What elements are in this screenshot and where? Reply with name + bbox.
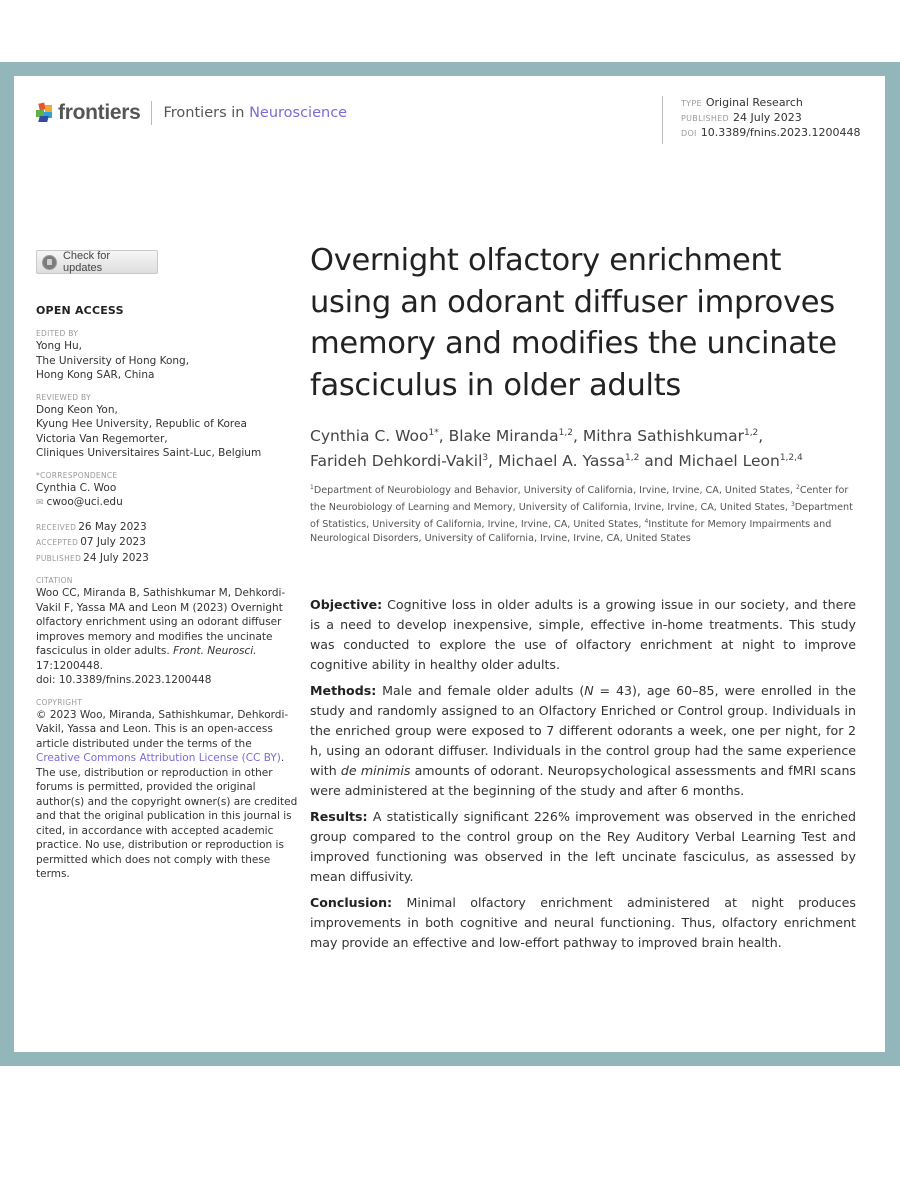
cc-by-license-link[interactable]: Creative Commons Attribution License (CC BY) — [36, 752, 281, 764]
journal-name[interactable] — [163, 105, 347, 121]
abstract-methods — [310, 681, 856, 801]
reviewer-affiliation: Kyung Hee University, Republic of Korea — [36, 418, 247, 430]
author-name: Mithra Sathishkumar — [582, 427, 744, 446]
citation-volume: 17:1200448. — [36, 659, 103, 672]
author-name: Cynthia C. Woo — [310, 427, 429, 446]
date-key: RECEIVED — [36, 522, 77, 532]
affiliation-sup: 4 — [644, 517, 649, 525]
article-page — [14, 76, 885, 1052]
affiliation-sup: 2 — [795, 484, 800, 492]
author[interactable] — [310, 427, 439, 445]
meta-value: Original Research — [705, 96, 803, 109]
edited-by-label: EDITED BY — [36, 329, 79, 338]
objective-text: Cognitive loss in older adults is a growing issue in our society, and there is a need to develop inexpensive, simple, effective in-home treatments. This study was conducted to explore the use of olfactory enrichment at night to improve cognitive ability in healthy older adults. — [310, 597, 856, 673]
conclusion-text: Minimal olfactory enrichment administered at night produces improvements in both cognitive and neural functioning. Thus, olfactory enrichment may provide an effective and low-effort pathway to improved brain health. — [310, 895, 856, 951]
frontiers-logo-icon — [36, 103, 54, 123]
meta-type — [681, 96, 861, 111]
author-sep: , — [438, 427, 449, 446]
citation-doi[interactable]: doi: 10.3389/fnins.2023.1200448 — [36, 674, 212, 686]
article-main — [310, 240, 856, 959]
author-sep: , — [572, 427, 583, 446]
author[interactable] — [310, 452, 488, 470]
date-value: 07 July 2023 — [80, 536, 146, 548]
copyright-body: © 2023 Woo, Miranda, Sathishkumar, Dehkordi-Vakil, Yassa and Leon. This is an open-access article distributed under the terms of the — [36, 708, 289, 750]
methods-text: amounts of odorant. Neuropsychological assessments and fMRI scans were administered at the beginning of the study and after 6 months. — [310, 763, 856, 799]
envelope-icon: ✉ — [36, 498, 44, 508]
open-access-heading: OPEN ACCESS — [36, 304, 124, 317]
author-sup: 1,2 — [743, 428, 759, 438]
author[interactable] — [498, 452, 639, 470]
abstract-results — [310, 807, 856, 887]
date-key: PUBLISHED — [36, 553, 82, 563]
methods-text: = 43), age 60–85, were enrolled in the study and randomly assigned to an Olfactory Enriched or Control group. Individuals in the enriched group were exposed to 7 different odorants a week, one per night, for 2 h, using an odorant diffuser. Individuals in the control group had the same experience with — [310, 683, 856, 779]
author-list — [310, 422, 856, 472]
citation-body: Woo CC, Miranda B, Sathishkumar M, Dehkordi-Vakil F, Yassa MA and Leon M (2023) Overnight olfactory enrichment using an odorant diffuser improves memory and modifies the uncinate fasciculus in older adults. — [36, 587, 286, 657]
copyright-body-end: . The use, distribution or reproduction in other forums is permitted, provided the original author(s) and the copyright owner(s) are credited and that the original publication in this journal is cited, in accordance with accepted academic practice. No use, distribution or reproduction is permitted which does not comply with these terms. — [36, 752, 298, 880]
citation-text — [36, 586, 298, 688]
meta-key: PUBLISHED — [681, 114, 729, 123]
conclusion-label: Conclusion: — [310, 895, 393, 911]
editor-name: Yong Hu, — [36, 340, 82, 352]
author-sep: , — [758, 427, 764, 446]
date-published — [36, 551, 298, 567]
affiliation: Institute for Memory Impairments and Neurological Disorders, University of California, Irvine, Irvine, CA, United States — [310, 519, 832, 544]
article-title: Overnight olfactory enrichment using an odorant diffuser improves memory and modifies the uncinate fasciculus in older adults — [310, 243, 837, 403]
reviewer-affiliation: Cliniques Universitaires Saint-Luc, Belgium — [36, 447, 262, 459]
date-value: 26 May 2023 — [78, 520, 147, 533]
author-sup: 1,2 — [558, 428, 573, 438]
author[interactable] — [678, 452, 802, 470]
editor-affiliation: The University of Hong Kong, — [36, 354, 190, 367]
meta-published — [681, 111, 861, 126]
author-sup: 1,2,4 — [779, 453, 803, 464]
article-meta — [662, 96, 861, 144]
date-key: ACCEPTED — [36, 538, 79, 547]
correspondence-email-row[interactable] — [36, 495, 298, 511]
date-received — [36, 520, 298, 536]
author-sup: 3 — [482, 453, 489, 464]
citation-label: CITATION — [36, 576, 73, 585]
reviewer-name: Dong Keon Yon, — [36, 403, 118, 416]
citation-journal: Front. Neurosci. — [173, 645, 257, 657]
affiliation-sup: 1 — [310, 484, 314, 492]
affiliation: Department of Statistics, University of California, Irvine, Irvine, CA, United States, — [310, 502, 853, 531]
results-text: A statistically significant 226% improvement was observed in the enriched group compared to the control group on the Rey Auditory Verbal Learning Test and improved functioning was observed in the left uncinate fasciculus, as assessed by mean diffusivity. — [310, 809, 856, 885]
article-sidebar — [36, 250, 298, 882]
author-sup: 1* — [428, 428, 439, 438]
date-value: 24 July 2023 — [83, 551, 149, 564]
affiliations — [310, 481, 856, 545]
abstract — [310, 595, 856, 953]
abstract-objective — [310, 595, 856, 675]
correspondence-label: *CORRESPONDENCE — [36, 470, 118, 480]
methods-italic: de minimis — [340, 763, 411, 779]
methods-label: Methods: — [310, 683, 377, 699]
author[interactable] — [449, 427, 573, 445]
results-label: Results: — [310, 809, 368, 825]
copyright-text — [36, 708, 298, 882]
journal-header — [36, 101, 347, 125]
affiliation: Department of Neurobiology and Behavior, University of California, Irvine, Irvine, CA, United States, — [313, 485, 796, 497]
author-sup: 1,2 — [624, 453, 640, 464]
meta-value: 24 July 2023 — [733, 111, 802, 124]
author-name: Blake Miranda — [448, 427, 559, 446]
author-name: Michael Leon — [678, 452, 780, 471]
author[interactable] — [583, 427, 758, 445]
date-accepted — [36, 535, 298, 551]
affiliation-sup: 3 — [790, 501, 795, 509]
header-divider — [151, 101, 152, 125]
crossmark-icon — [42, 255, 57, 270]
check-for-updates-button[interactable] — [36, 250, 158, 274]
reviewed-by-label: REVIEWED BY — [36, 392, 91, 402]
publisher-logo-text: frontiers — [58, 101, 141, 124]
meta-value[interactable]: 10.3389/fnins.2023.1200448 — [700, 126, 861, 139]
methods-text: Male and female older adults ( — [376, 683, 585, 699]
correspondence-name: Cynthia C. Woo — [36, 481, 117, 494]
copyright-label: COPYRIGHT — [36, 697, 83, 707]
author-sep: , — [488, 452, 499, 471]
abstract-conclusion — [310, 893, 856, 953]
article-dates — [36, 520, 298, 567]
reviewer-name: Victoria Van Regemorter, — [36, 432, 168, 445]
meta-key: DOI — [681, 129, 697, 138]
affiliation: Center for the Neurobiology of Learning and Memory, University of California, Irvine, Irvine, CA, United States, — [310, 485, 849, 514]
check-for-updates-label: Check for updates — [62, 250, 111, 274]
author-name: Farideh Dehkordi-Vakil — [310, 452, 483, 471]
meta-doi[interactable] — [681, 126, 861, 141]
meta-key: TYPE — [681, 99, 702, 108]
author-name: Michael A. Yassa — [498, 452, 625, 471]
correspondence-email[interactable]: cwoo@uci.edu — [46, 496, 123, 508]
journal-name-accent: Neuroscience — [249, 105, 348, 121]
editor-location: Hong Kong SAR, China — [36, 369, 155, 381]
objective-label: Objective: — [310, 597, 383, 613]
methods-n: N — [584, 683, 594, 699]
journal-prefix: Frontiers in — [163, 105, 250, 121]
author-sep: and — [639, 452, 679, 471]
